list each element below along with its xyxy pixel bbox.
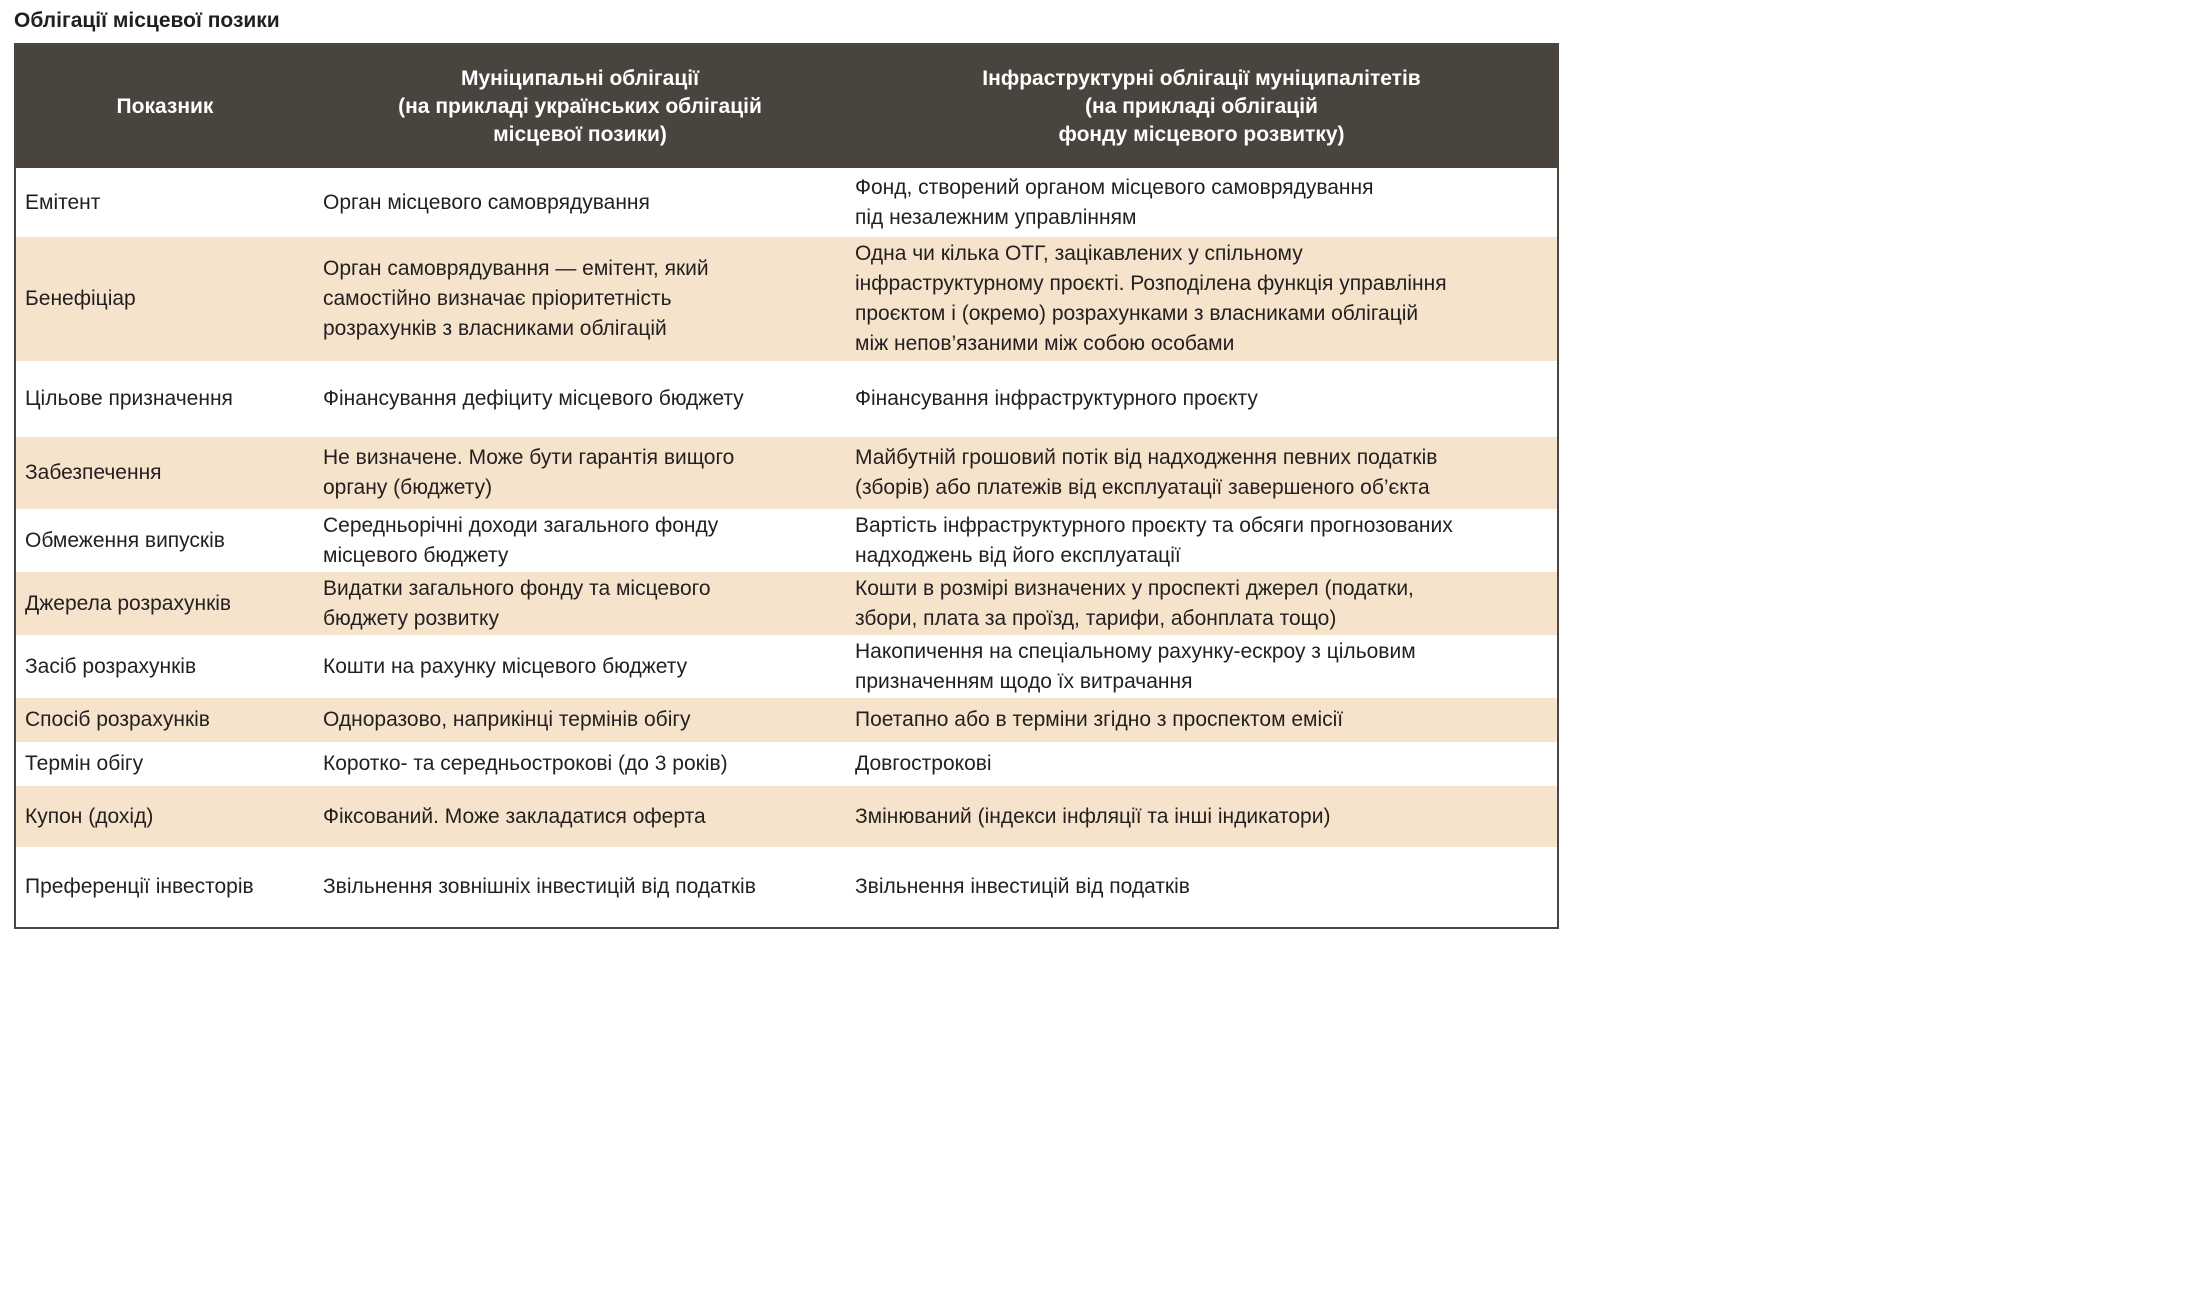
row-indicator: Спосіб розрахунків: [25, 708, 210, 731]
row-infrastructure-value: Фінансування інфраструктурного проєкту: [855, 387, 1258, 410]
table-row: [16, 437, 1557, 509]
row-indicator: Емітент: [25, 190, 101, 214]
row-municipal-value: Орган самоврядування — емітент, який самостійно визначає пріоритетність розрахунків з власниками облігацій: [323, 257, 709, 340]
row-infrastructure-value: Кошти в розмірі визначених у проспекті джерел (податки, збори, плата за проїзд, тарифи, абонплата тощо): [855, 576, 1414, 630]
row-indicator: Обмеження випусків: [25, 528, 225, 552]
table-row: [16, 168, 1557, 237]
row-indicator: Цільове призначення: [25, 387, 233, 410]
row-infrastructure-value: Звільнення інвестицій від податків: [855, 875, 1190, 898]
table-row: [16, 698, 1557, 742]
row-infrastructure-value: Одна чи кілька ОТГ, зацікавлених у спільному інфраструктурному проєкті. Розподілена функція управління проєктом і (окремо) розрахунками з власниками облігацій між непов’язаними між собою особами: [855, 242, 1447, 355]
table-row: [16, 572, 1557, 635]
table-row: [16, 361, 1557, 437]
page-title: Облігації місцевої позики: [14, 9, 280, 32]
row-infrastructure-value: Поетапно або в терміни згідно з проспектом емісії: [855, 708, 1344, 731]
row-municipal-value: Видатки загального фонду та місцевого бюджету розвитку: [323, 576, 711, 630]
bonds-comparison-table: [14, 43, 1559, 929]
row-infrastructure-value: Майбутній грошовий потік від надходження певних податків (зборів) або платежів від експлуатації завершеного об’єкта: [855, 446, 1438, 499]
row-indicator: Преференції інвесторів: [25, 875, 254, 898]
header-municipal-bonds: Муніципальні облігації (на прикладі українських облігацій місцевої позики): [398, 66, 762, 146]
row-infrastructure-value: Фонд, створений органом місцевого самоврядування під незалежним управлінням: [855, 175, 1374, 229]
row-municipal-value: Не визначене. Може бути гарантія вищого органу (бюджету): [323, 446, 735, 499]
row-municipal-value: Орган місцевого самоврядування: [323, 190, 650, 214]
row-infrastructure-value: Змінюваний (індекси інфляції та інші індикатори): [855, 804, 1331, 828]
row-infrastructure-value: Вартість інфраструктурного проєкту та обсяги прогнозованих надходжень від його експлуатації: [855, 513, 1453, 567]
header-infrastructure-bonds: Інфраструктурні облігації муніципалітетів (на прикладі облігацій фонду місцевого розвитку): [982, 66, 1421, 146]
row-indicator: Джерела розрахунків: [25, 591, 232, 615]
row-indicator: Термін обігу: [25, 752, 144, 775]
table-row: [16, 742, 1557, 786]
row-municipal-value: Звільнення зовнішніх інвестицій від податків: [323, 875, 756, 898]
row-indicator: Забезпечення: [25, 461, 162, 484]
table-header-row: [16, 45, 1557, 168]
row-municipal-value: Одноразово, наприкінці термінів обігу: [323, 708, 691, 731]
table-row: [16, 847, 1557, 927]
row-indicator: Засіб розрахунків: [25, 654, 197, 678]
row-municipal-value: Фінансування дефіциту місцевого бюджету: [323, 387, 744, 410]
table-row: [16, 786, 1557, 847]
table-row: [16, 237, 1557, 361]
row-infrastructure-value: Довгострокові: [855, 752, 992, 775]
row-indicator: Купон (дохід): [25, 804, 154, 828]
row-municipal-value: Кошти на рахунку місцевого бюджету: [323, 654, 688, 678]
table-row: [16, 635, 1557, 698]
header-indicator: Показник: [116, 94, 214, 118]
row-municipal-value: Коротко- та середньострокові (до 3 років): [323, 752, 728, 775]
row-infrastructure-value: Накопичення на спеціальному рахунку-ескроу з цільовим призначенням щодо їх витрачання: [855, 639, 1416, 693]
row-municipal-value: Фіксований. Може закладатися оферта: [323, 804, 706, 828]
table-row: [16, 509, 1557, 572]
row-municipal-value: Середньорічні доходи загального фонду місцевого бюджету: [323, 513, 719, 567]
row-indicator: Бенефіціар: [25, 287, 136, 310]
